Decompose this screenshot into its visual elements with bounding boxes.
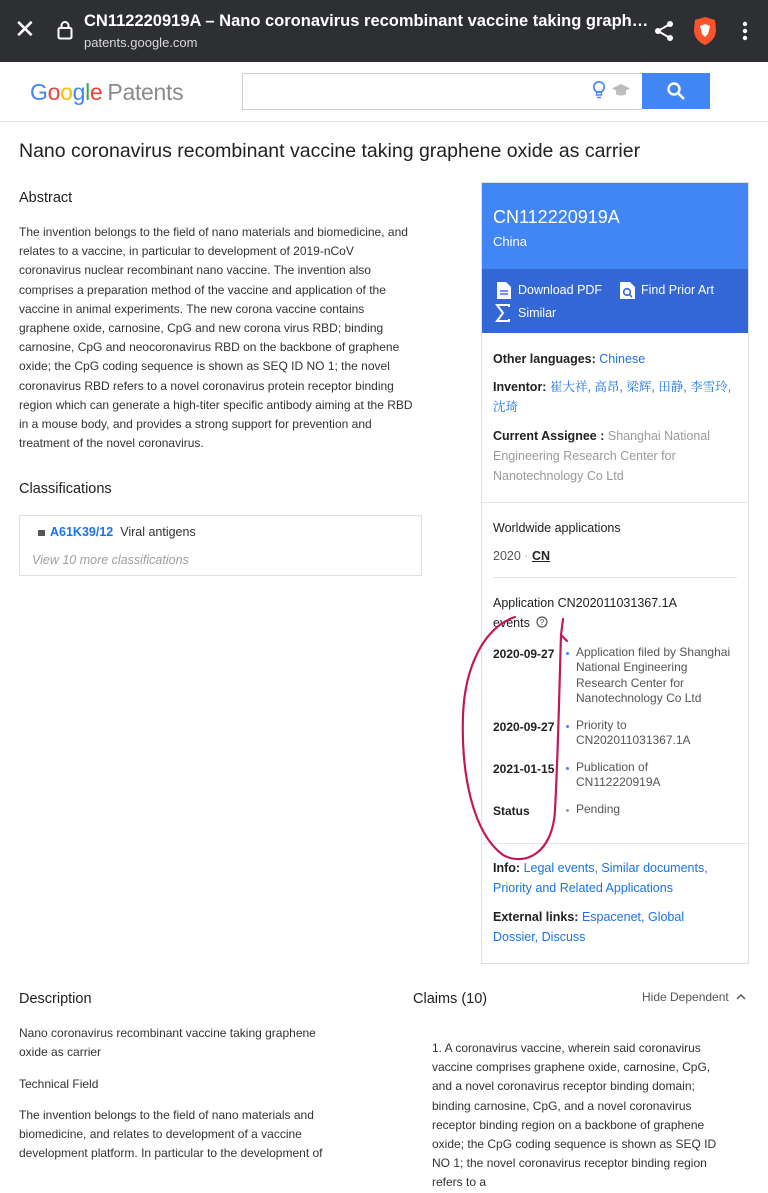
- google-patents-logo[interactable]: Google Patents: [30, 79, 184, 105]
- download-pdf-button[interactable]: [496, 281, 616, 301]
- card-actions: [482, 269, 748, 333]
- classifications-box: [19, 515, 422, 576]
- more-classifications-link[interactable]: View 10 more classifications: [32, 553, 189, 567]
- share-icon[interactable]: [652, 19, 676, 43]
- inventor-links[interactable]: 崔大祥, 高昂, 梁辉, 田静, 李雪玲,: [549, 380, 732, 394]
- more-options-icon[interactable]: [738, 19, 752, 43]
- patent-country: China: [493, 234, 527, 249]
- divider: [482, 502, 748, 503]
- scholar-icon[interactable]: [611, 83, 631, 97]
- description-paragraph: The invention belongs to the field of nano materials and biomedicine, and relates to development of a vaccine development platform. In particular to the development of: [19, 1108, 323, 1161]
- abstract-text: The invention belongs to the field of nano materials and biomedicine, and relates to a vaccine, in particular to development of 2019-nCoV coronavirus nuclear recombinant nano vaccine. The invention also comprises a preparation method of the vaccine and application of the vaccine in animal experiments. The new corona vaccine contains graphene oxide, carnosine, CpG and new corona virus RBD; binding carnosine, CpG and neocoronavirus RBD on the backbone of graphene oxide; the CpG coding sequence is shown as SEQ ID NO 1; the novel coronavirus RBD refers to a novel coronavirus protein receptor binding region which can generate a high-titer specific antibody aiming at the RBD in a mouse body, and provides a strong support for prevention and treatment of the novel coronavirus.: [19, 225, 413, 451]
- chevron-up-icon: [736, 993, 746, 1001]
- status-label: Status: [493, 804, 530, 818]
- find-prior-art-icon: [619, 281, 636, 300]
- classification-code-link[interactable]: A61K39/12: [50, 525, 114, 539]
- assignee-name-end: Nanotechnology Co Ltd: [493, 469, 624, 483]
- search-input[interactable]: [243, 74, 573, 107]
- page-tab-title: CN112220919A – Nano coronavirus recombinant vaccine taking graph…: [84, 12, 649, 30]
- similar-button[interactable]: [496, 304, 586, 324]
- ww-country-link[interactable]: CN: [531, 549, 551, 563]
- chinese-language-link[interactable]: Chinese: [599, 352, 646, 366]
- global-dossier-link[interactable]: Global: [647, 910, 685, 924]
- search-icon: [666, 81, 686, 101]
- claim-1-text: 1. A coronavirus vaccine, wherein said coronavirus vaccine comprises graphene oxide, carnosine, CpG, and a novel coronavirus receptor binding domain; binding carnosine, CpG, and a novel coronavirus receptor binding region on a backbone of graphene oxide; the CpG coding sequence is shown as SEQ ID NO 1; the novel coronavirus receptor binding region refers to a: [432, 1041, 717, 1190]
- event-description: Application filed by Shanghai National Engineering Research Center for Nanotechnology Co Ltd: [576, 645, 731, 706]
- close-icon[interactable]: ✕: [14, 15, 36, 45]
- worldwide-applications-heading: Worldwide applications: [493, 521, 621, 535]
- ww-year: 2020: [493, 549, 521, 563]
- description-title: Nano coronavirus recombinant vaccine taking graphene oxide as carrier: [19, 1026, 316, 1060]
- discuss-link[interactable]: Discuss: [541, 930, 586, 944]
- legal-events-link[interactable]: Legal events,: [523, 861, 598, 875]
- search-button[interactable]: [642, 73, 710, 109]
- inventor-link-last[interactable]: 沈琦: [493, 400, 519, 414]
- assignee-name-cont: Engineering Research Center for: [493, 449, 676, 463]
- page-title: Nano coronavirus recombinant vaccine taking graphene oxide as carrier: [19, 140, 641, 162]
- svg-text:?: ?: [540, 618, 545, 627]
- assignee-label: Current Assignee :: [493, 429, 605, 443]
- ww-separator: ·: [524, 549, 529, 563]
- find-prior-art-button[interactable]: [619, 281, 739, 301]
- other-languages-label: Other languages:: [493, 352, 596, 366]
- download-pdf-label: Download PDF: [518, 283, 603, 297]
- similar-documents-link[interactable]: Similar documents,: [601, 861, 708, 875]
- event-description: Publication of CN112220919A: [576, 760, 661, 790]
- inventor-label: Inventor:: [493, 380, 547, 394]
- event-date: 2020-09-27: [493, 647, 555, 661]
- assignee-name: Shanghai National: [607, 429, 711, 443]
- priority-related-applications-link[interactable]: Priority and Related Applications: [493, 881, 673, 895]
- external-links-row: [493, 907, 743, 947]
- claims-heading: Claims (10): [413, 991, 488, 1007]
- application-events-title: Application CN202011031367.1A: [493, 596, 677, 610]
- other-languages-row: [493, 349, 645, 369]
- brave-shield-icon[interactable]: [692, 16, 718, 46]
- find-prior-art-label: Find Prior Art: [641, 283, 714, 297]
- inventor-row: [493, 377, 743, 417]
- classification-row: [38, 525, 196, 539]
- sigma-icon: [496, 304, 510, 322]
- event-description: Priority to CN202011031367.1A: [576, 718, 691, 748]
- similar-label: Similar: [518, 306, 557, 320]
- hide-dependent-label: Hide Dependent: [642, 990, 729, 1004]
- search-box: [242, 73, 642, 110]
- url-text[interactable]: patents.google.com: [84, 35, 198, 50]
- description-heading: Description: [19, 991, 92, 1007]
- info-label: Info:: [493, 861, 521, 875]
- event-date: 2020-09-27: [493, 720, 555, 734]
- handwritten-annotation: [455, 605, 585, 870]
- external-links-label: External links:: [493, 910, 579, 924]
- technical-field-heading: Technical Field: [19, 1077, 99, 1091]
- abstract-heading: Abstract: [19, 190, 73, 206]
- espacenet-link[interactable]: Espacenet,: [581, 910, 645, 924]
- classifications-heading: Classifications: [19, 481, 112, 497]
- bullet-icon: [38, 530, 45, 536]
- classification-description: Viral antigens: [120, 525, 196, 539]
- event-date: 2021-01-15: [493, 762, 555, 776]
- browser-toolbar: [0, 0, 768, 62]
- patent-number: CN112220919A: [493, 207, 620, 227]
- hide-dependent-button[interactable]: [642, 990, 746, 1004]
- assignee-row: [493, 426, 743, 486]
- worldwide-row: [493, 546, 550, 566]
- events-label: events: [493, 616, 530, 630]
- card-header: [482, 183, 748, 269]
- lightbulb-icon[interactable]: [592, 80, 606, 100]
- lock-icon: [57, 20, 73, 40]
- status-value: Pending: [576, 802, 621, 816]
- global-dossier-link-cont[interactable]: Dossier,: [493, 930, 539, 944]
- divider: [493, 577, 737, 578]
- pdf-icon: [496, 281, 512, 300]
